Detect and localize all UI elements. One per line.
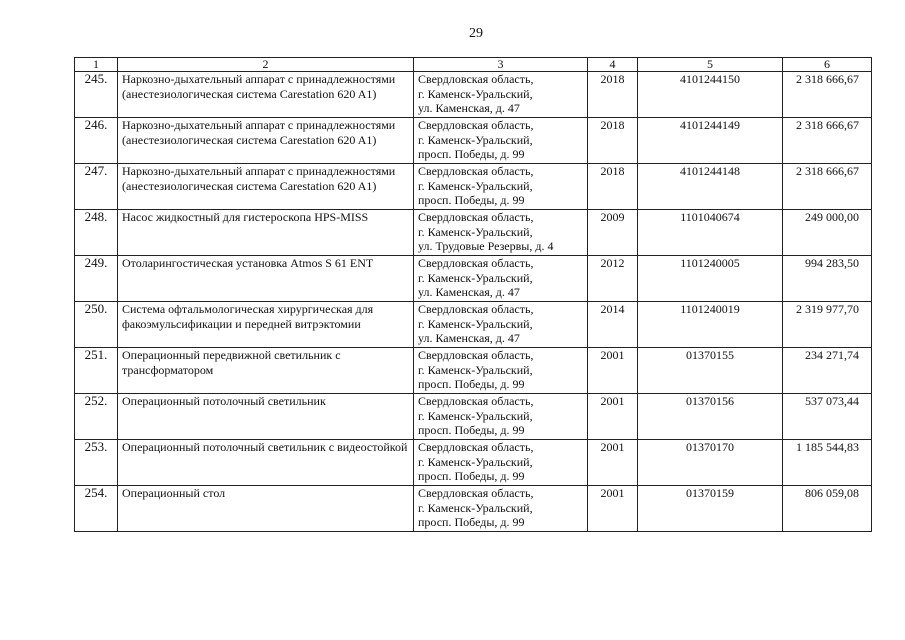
item-year: 2012: [588, 256, 638, 302]
item-address: Свердловская область, г. Каменск-Уральский, просп. Победы, д. 99: [414, 440, 588, 486]
row-number: 245.: [75, 72, 118, 118]
row-number: 247.: [75, 164, 118, 210]
table-row: [75, 348, 872, 394]
item-cost: 2 319 977,70: [783, 302, 872, 348]
item-address: Свердловская область, г. Каменск-Уральский, ул. Каменская, д. 47: [414, 72, 588, 118]
header-col-5: 5: [638, 58, 783, 72]
row-number: 251.: [75, 348, 118, 394]
item-year: 2001: [588, 486, 638, 532]
table-row: [75, 302, 872, 348]
header-col-3: 3: [414, 58, 588, 72]
item-inventory-number: 1101040674: [638, 210, 783, 256]
item-cost: 249 000,00: [783, 210, 872, 256]
item-year: 2014: [588, 302, 638, 348]
item-year: 2009: [588, 210, 638, 256]
header-row: [75, 58, 872, 72]
item-name: Операционный передвижной светильник с трансформатором: [118, 348, 414, 394]
item-name: Операционный стол: [118, 486, 414, 532]
item-cost: 2 318 666,67: [783, 164, 872, 210]
table-row: [75, 394, 872, 440]
item-address: Свердловская область, г. Каменск-Уральский, ул. Каменская, д. 47: [414, 256, 588, 302]
table-row: [75, 118, 872, 164]
item-inventory-number: 01370155: [638, 348, 783, 394]
header-col-2: 2: [118, 58, 414, 72]
row-number: 246.: [75, 118, 118, 164]
item-cost: 806 059,08: [783, 486, 872, 532]
item-address: Свердловская область, г. Каменск-Уральский, ул. Каменская, д. 47: [414, 302, 588, 348]
item-name: Отоларингостическая установка Atmos S 61 ENT: [118, 256, 414, 302]
table-header: [75, 58, 872, 72]
item-year: 2001: [588, 440, 638, 486]
item-cost: 2 318 666,67: [783, 118, 872, 164]
item-inventory-number: 01370156: [638, 394, 783, 440]
item-cost: 537 073,44: [783, 394, 872, 440]
row-number: 252.: [75, 394, 118, 440]
item-cost: 1 185 544,83: [783, 440, 872, 486]
item-cost: 234 271,74: [783, 348, 872, 394]
item-inventory-number: 4101244148: [638, 164, 783, 210]
table-row: [75, 256, 872, 302]
item-year: 2018: [588, 164, 638, 210]
item-address: Свердловская область, г. Каменск-Уральский, просп. Победы, д. 99: [414, 486, 588, 532]
item-inventory-number: 4101244149: [638, 118, 783, 164]
item-inventory-number: 1101240005: [638, 256, 783, 302]
item-year: 2001: [588, 348, 638, 394]
item-name: Наркозно-дыхательный аппарат с принадлежностями (анестезиологическая система Carestation 620 A1): [118, 72, 414, 118]
item-name: Система офтальмологическая хирургическая для факоэмульсификации и передней витрэктомии: [118, 302, 414, 348]
item-name: Наркозно-дыхательный аппарат с принадлежностями (анестезиологическая система Carestation 620 A1): [118, 118, 414, 164]
item-year: 2018: [588, 72, 638, 118]
row-number: 254.: [75, 486, 118, 532]
item-inventory-number: 01370159: [638, 486, 783, 532]
header-col-4: 4: [588, 58, 638, 72]
item-address: Свердловская область, г. Каменск-Уральский, просп. Победы, д. 99: [414, 348, 588, 394]
item-name: Операционный потолочный светильник: [118, 394, 414, 440]
item-name: Насос жидкостный для гистероскопа HPS-MISS: [118, 210, 414, 256]
item-year: 2018: [588, 118, 638, 164]
item-inventory-number: 01370170: [638, 440, 783, 486]
table-row: [75, 164, 872, 210]
header-col-6: 6: [783, 58, 872, 72]
item-inventory-number: 1101240019: [638, 302, 783, 348]
item-cost: 2 318 666,67: [783, 72, 872, 118]
item-address: Свердловская область, г. Каменск-Уральский, просп. Победы, д. 99: [414, 118, 588, 164]
item-year: 2001: [588, 394, 638, 440]
table-body: [75, 72, 872, 532]
item-address: Свердловская область, г. Каменск-Уральский, просп. Победы, д. 99: [414, 394, 588, 440]
page-number: 29: [469, 26, 483, 41]
header-col-1: 1: [75, 58, 118, 72]
row-number: 248.: [75, 210, 118, 256]
property-table: [74, 57, 872, 532]
item-name: Наркозно-дыхательный аппарат с принадлежностями (анестезиологическая система Carestation 620 A1): [118, 164, 414, 210]
item-cost: 994 283,50: [783, 256, 872, 302]
table-row: [75, 210, 872, 256]
item-address: Свердловская область, г. Каменск-Уральский, просп. Победы, д. 99: [414, 164, 588, 210]
table-row: [75, 72, 872, 118]
item-name: Операционный потолочный светильник с видеостойкой: [118, 440, 414, 486]
item-inventory-number: 4101244150: [638, 72, 783, 118]
table-row: [75, 440, 872, 486]
row-number: 249.: [75, 256, 118, 302]
row-number: 253.: [75, 440, 118, 486]
row-number: 250.: [75, 302, 118, 348]
table-row: [75, 486, 872, 532]
item-address: Свердловская область, г. Каменск-Уральский, ул. Трудовые Резервы, д. 4: [414, 210, 588, 256]
